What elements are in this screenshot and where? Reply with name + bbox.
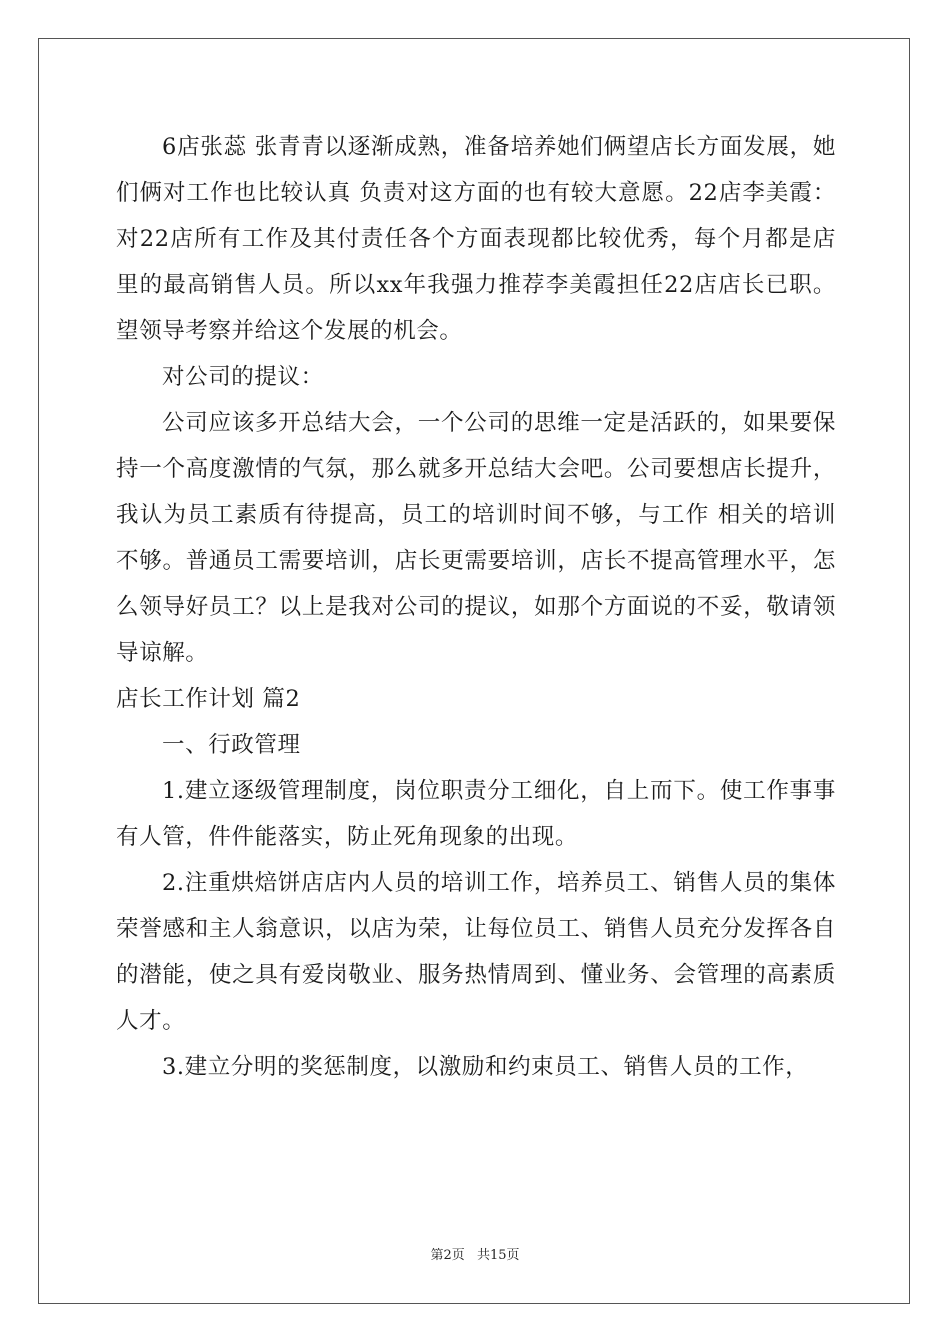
paragraph-item-2: 2.注重烘焙饼店店内人员的培训工作，培养员工、销售人员的集体荣誉感和主人翁意识，以店为荣，让每位员工、销售人员充分发挥各自的潜能，使之具有爱岗敬业、服务热情周到、懂业务、会管理的高素质人才。: [116, 870, 836, 1034]
paragraph-store-6-staff: 6店张蕊 张青青以逐渐成熟，准备培养她们俩望店长方面发展，她们俩对工作也比较认真 负责对这方面的也有较大意愿。22店李美霞：对22店所有工作及其付责任各个方面表现都比较优秀，每个月都是店里的最高销售人员。所以xx年我强力推荐李美霞担任22店店长已职。望领导考察并给这个发展的机会。: [116, 134, 836, 344]
section-heading-plan-2: 店长工作计划 篇2: [116, 686, 301, 712]
page-footer: [0, 1244, 950, 1263]
paragraph-admin-management: 一、行政管理: [162, 732, 301, 758]
paragraph-item-1: 1.建立逐级管理制度，岗位职责分工细化，自上而下。使工作事事有人管，件件能落实，防止死角现象的出现。: [116, 778, 836, 850]
document-body: [116, 124, 836, 1090]
paragraph-company-suggestion: 公司应该多开总结大会，一个公司的思维一定是活跃的，如果要保持一个高度激情的气氛，那么就多开总结大会吧。公司要想店长提升，我认为员工素质有待提高，员工的培训时间不够，与工作 相关的培训不够。普通员工需要培训，店长更需要培训，店长不提高管理水平，怎么领导好员工？以上是我对公司的提议，如那个方面说的不妥，敬请领导谅解。: [116, 410, 836, 666]
page-number: 第2页: [430, 1248, 465, 1263]
page-total: 共15页: [476, 1248, 520, 1263]
paragraph-item-3: 3.建立分明的奖惩制度，以激励和约束员工、销售人员的工作，: [162, 1054, 809, 1080]
paragraph-company-suggestion-title: 对公司的提议：: [162, 364, 324, 390]
